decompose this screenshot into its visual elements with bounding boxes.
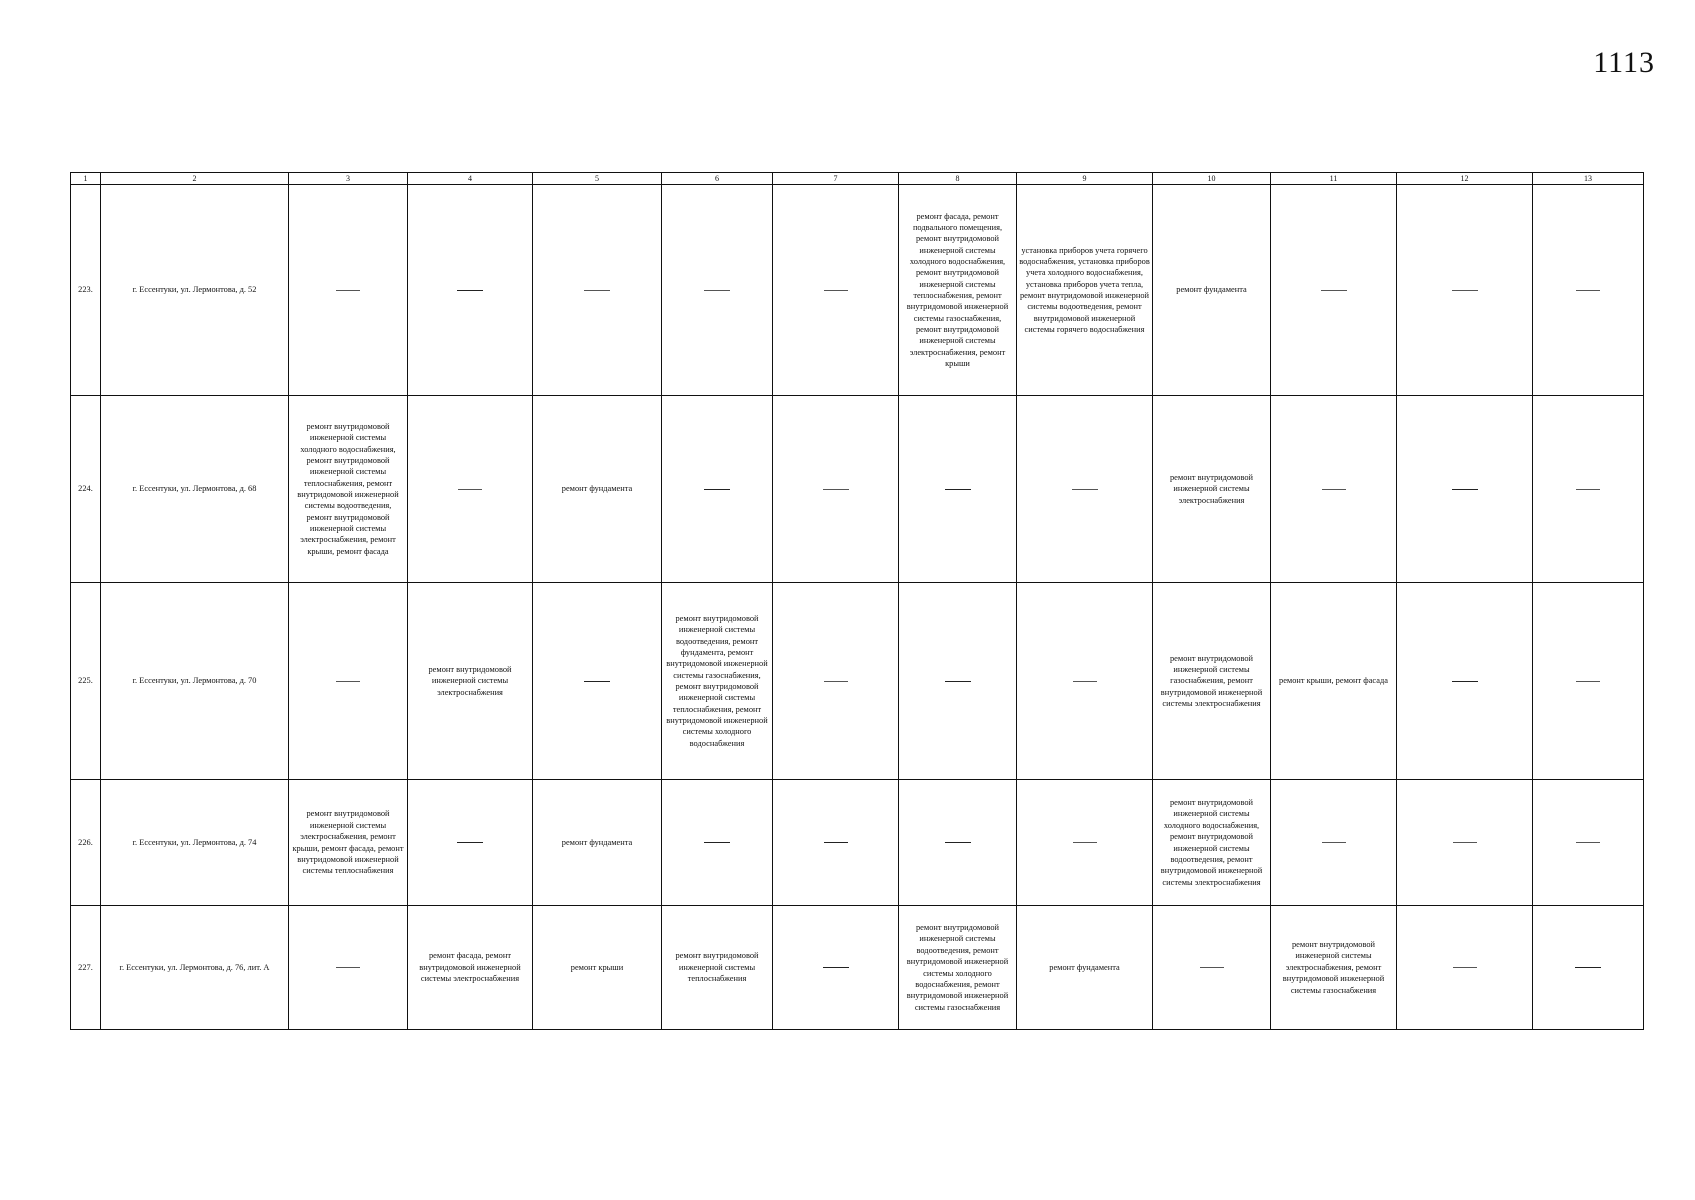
empty-cell xyxy=(533,583,662,780)
empty-cell xyxy=(899,583,1017,780)
table-row xyxy=(71,906,1644,1030)
dash-mark xyxy=(824,681,848,682)
empty-cell xyxy=(1397,396,1533,583)
dash-mark xyxy=(584,681,610,682)
work-cell: ремонт крыши, ремонт фасада xyxy=(1271,583,1397,780)
empty-cell xyxy=(662,185,773,396)
dash-mark xyxy=(1073,842,1097,843)
empty-cell xyxy=(1017,583,1153,780)
column-number: 6 xyxy=(662,173,773,185)
work-cell: ремонт внутридомовой инженерной системы электроснабжения, ремонт крыши, ремонт фасада, ремонт внутридомовой инженерной системы теплоснабжения xyxy=(289,780,408,906)
column-number: 10 xyxy=(1153,173,1271,185)
empty-cell xyxy=(289,906,408,1030)
dash-mark xyxy=(1452,290,1478,291)
empty-cell xyxy=(1397,583,1533,780)
empty-cell xyxy=(1271,396,1397,583)
work-cell: ремонт внутридомовой инженерной системы холодного водоснабжения, ремонт внутридомовой инженерной системы водоотведения, ремонт внутридомовой инженерной системы электроснабжения xyxy=(1153,780,1271,906)
dash-mark xyxy=(1072,489,1098,490)
table-row xyxy=(71,583,1644,780)
address-cell: г. Ессентуки, ул. Лермонтова, д. 70 xyxy=(101,583,289,780)
repair-schedule-table xyxy=(70,172,1644,1030)
dash-mark xyxy=(1576,489,1600,490)
empty-cell xyxy=(1397,185,1533,396)
dash-mark xyxy=(945,489,971,490)
column-number: 5 xyxy=(533,173,662,185)
empty-cell xyxy=(1017,396,1153,583)
column-number-row xyxy=(71,173,1644,185)
work-cell: ремонт крыши xyxy=(533,906,662,1030)
work-cell: ремонт внутридомовой инженерной системы электроснабжения, ремонт внутридомовой инженерной системы газоснабжения xyxy=(1271,906,1397,1030)
row-number: 224. xyxy=(71,396,101,583)
work-cell: ремонт фундамента xyxy=(1153,185,1271,396)
dash-mark xyxy=(704,290,730,291)
empty-cell xyxy=(899,396,1017,583)
work-cell: ремонт фундамента xyxy=(533,780,662,906)
empty-cell xyxy=(1533,780,1644,906)
dash-mark xyxy=(336,967,360,968)
row-number: 226. xyxy=(71,780,101,906)
empty-cell xyxy=(773,185,899,396)
dash-mark xyxy=(704,842,730,843)
dash-mark xyxy=(457,842,483,843)
column-number: 9 xyxy=(1017,173,1153,185)
dash-mark xyxy=(1452,681,1478,682)
work-cell: ремонт внутридомовой инженерной системы водоотведения, ремонт фундамента, ремонт внутридомовой инженерной системы газоснабжения, ремонт внутридомовой инженерной системы теплоснабжения, ремонт внутридомовой инженерной системы холодного водоснабжения xyxy=(662,583,773,780)
dash-mark xyxy=(823,489,849,490)
empty-cell xyxy=(289,583,408,780)
empty-cell xyxy=(1533,906,1644,1030)
table-row xyxy=(71,185,1644,396)
dash-mark xyxy=(458,489,482,490)
empty-cell xyxy=(1271,185,1397,396)
empty-cell xyxy=(662,780,773,906)
dash-mark xyxy=(1322,489,1346,490)
table-row xyxy=(71,780,1644,906)
dash-mark xyxy=(1321,290,1347,291)
dash-mark xyxy=(824,290,848,291)
page-number: 1113 xyxy=(1593,46,1655,79)
column-number: 3 xyxy=(289,173,408,185)
empty-cell xyxy=(773,906,899,1030)
row-number: 225. xyxy=(71,583,101,780)
dash-mark xyxy=(945,681,971,682)
empty-cell xyxy=(1533,396,1644,583)
column-number: 12 xyxy=(1397,173,1533,185)
work-cell: ремонт фундамента xyxy=(533,396,662,583)
dash-mark xyxy=(1575,967,1601,968)
work-cell: ремонт фундамента xyxy=(1017,906,1153,1030)
empty-cell xyxy=(662,396,773,583)
empty-cell xyxy=(1397,906,1533,1030)
empty-cell xyxy=(1397,780,1533,906)
dash-mark xyxy=(336,290,360,291)
address-cell: г. Ессентуки, ул. Лермонтова, д. 68 xyxy=(101,396,289,583)
column-number: 11 xyxy=(1271,173,1397,185)
dash-mark xyxy=(1322,842,1346,843)
column-number: 2 xyxy=(101,173,289,185)
column-number: 8 xyxy=(899,173,1017,185)
empty-cell xyxy=(1271,780,1397,906)
column-number: 7 xyxy=(773,173,899,185)
column-number: 13 xyxy=(1533,173,1644,185)
work-cell: ремонт внутридомовой инженерной системы водоотведения, ремонт внутридомовой инженерной системы холодного водоснабжения, ремонт внутридомовой инженерной системы газоснабжения xyxy=(899,906,1017,1030)
work-cell: ремонт внутридомовой инженерной системы электроснабжения xyxy=(408,583,533,780)
column-number: 4 xyxy=(408,173,533,185)
dash-mark xyxy=(457,290,483,291)
dash-mark xyxy=(824,842,848,843)
work-cell: ремонт внутридомовой инженерной системы теплоснабжения xyxy=(662,906,773,1030)
dash-mark xyxy=(584,290,610,291)
row-number: 223. xyxy=(71,185,101,396)
row-number: 227. xyxy=(71,906,101,1030)
empty-cell xyxy=(408,780,533,906)
dash-mark xyxy=(945,842,971,843)
address-cell: г. Ессентуки, ул. Лермонтова, д. 74 xyxy=(101,780,289,906)
work-cell: ремонт внутридомовой инженерной системы электроснабжения xyxy=(1153,396,1271,583)
dash-mark xyxy=(1453,967,1477,968)
work-cell: ремонт внутридомовой инженерной системы холодного водоснабжения, ремонт внутридомовой инженерной системы теплоснабжения, ремонт внутридомовой инженерной системы водоотведения, ремонт внутридомовой инженерной системы электроснабжения, ремонт крыши, ремонт фасада xyxy=(289,396,408,583)
empty-cell xyxy=(1153,906,1271,1030)
empty-cell xyxy=(773,583,899,780)
dash-mark xyxy=(1453,842,1477,843)
dash-mark xyxy=(1576,681,1600,682)
empty-cell xyxy=(408,185,533,396)
work-cell: ремонт внутридомовой инженерной системы газоснабжения, ремонт внутридомовой инженерной системы электроснабжения xyxy=(1153,583,1271,780)
work-cell: установка приборов учета горячего водоснабжения, установка приборов учета холодного водоснабжения, установка приборов учета тепла, ремонт внутридомовой инженерной системы водоотведения, ремонт внутридомовой инженерной системы горячего водоснабжения xyxy=(1017,185,1153,396)
empty-cell xyxy=(1533,583,1644,780)
dash-mark xyxy=(1073,681,1097,682)
empty-cell xyxy=(1017,780,1153,906)
work-cell: ремонт фасада, ремонт подвального помещения, ремонт внутридомовой инженерной системы холодного водоснабжения, ремонт внутридомовой инженерной системы теплоснабжения, ремонт внутридомовой инженерной системы газоснабжения, ремонт внутридомовой инженерной системы электроснабжения, ремонт крыши xyxy=(899,185,1017,396)
empty-cell xyxy=(533,185,662,396)
empty-cell xyxy=(773,396,899,583)
empty-cell xyxy=(408,396,533,583)
dash-mark xyxy=(1576,290,1600,291)
column-number: 1 xyxy=(71,173,101,185)
work-cell: ремонт фасада, ремонт внутридомовой инженерной системы электроснабжения xyxy=(408,906,533,1030)
empty-cell xyxy=(1533,185,1644,396)
empty-cell xyxy=(899,780,1017,906)
empty-cell xyxy=(289,185,408,396)
dash-mark xyxy=(704,489,730,490)
dash-mark xyxy=(1576,842,1600,843)
dash-mark xyxy=(1452,489,1478,490)
dash-mark xyxy=(1200,967,1224,968)
dash-mark xyxy=(336,681,360,682)
address-cell: г. Ессентуки, ул. Лермонтова, д. 52 xyxy=(101,185,289,396)
empty-cell xyxy=(773,780,899,906)
table-row xyxy=(71,396,1644,583)
address-cell: г. Ессентуки, ул. Лермонтова, д. 76, лит. А xyxy=(101,906,289,1030)
dash-mark xyxy=(823,967,849,968)
